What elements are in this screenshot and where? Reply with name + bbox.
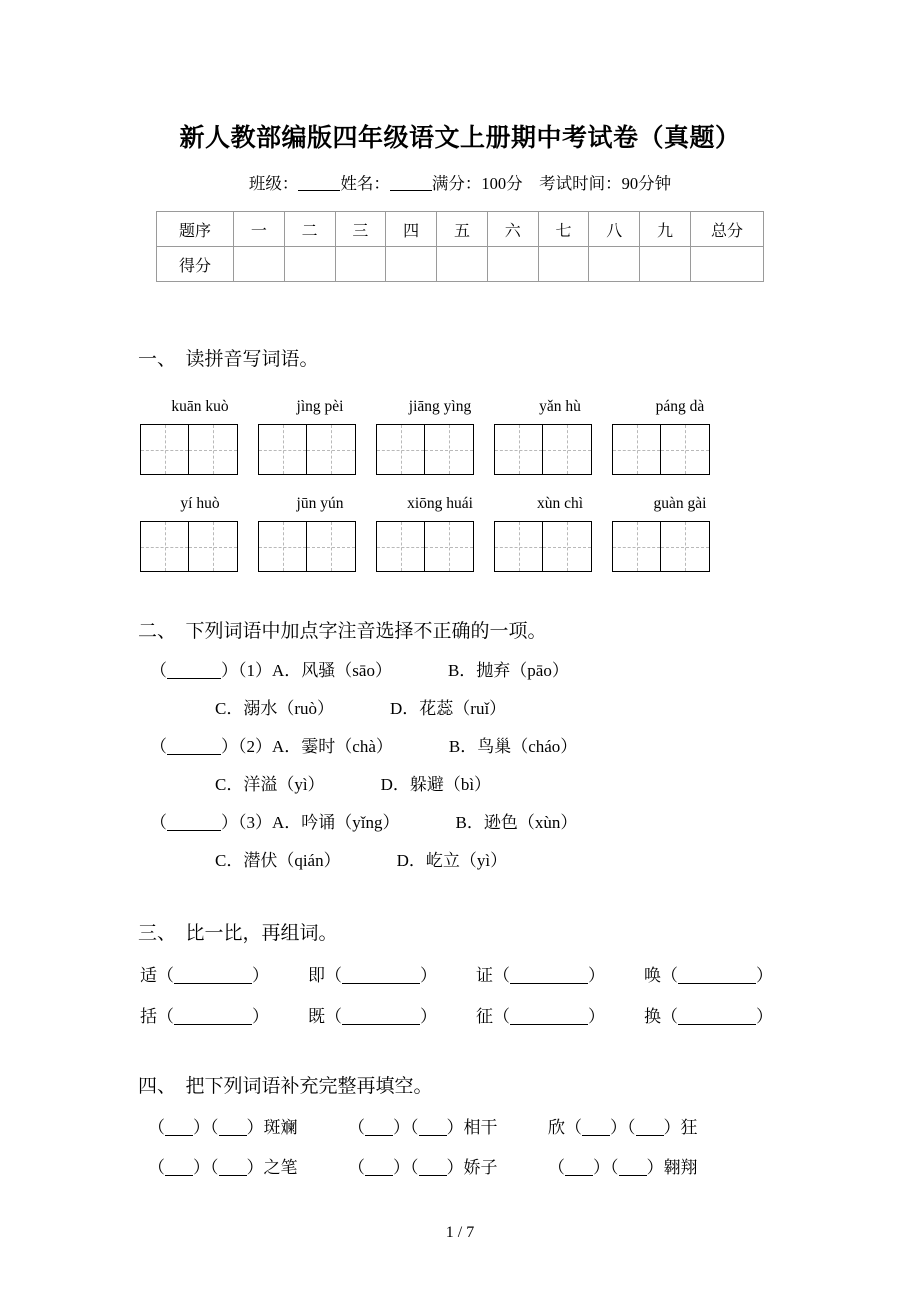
option-a[interactable]: A．霎时（chà） [272,737,393,756]
col-header-5: 五 [437,212,488,247]
mc-question-3-line-2 [0,833,920,871]
col-header-6: 六 [487,212,538,247]
score-cell-7[interactable] [538,247,589,282]
compose-blank[interactable] [342,1010,420,1025]
compose-word-item: 既（ ） [308,1007,437,1026]
question-index: （3） [238,813,272,832]
section-1 [0,282,920,572]
option-d[interactable]: D．躲避（bì） [380,775,492,794]
compose-blank[interactable] [510,969,588,984]
idiom-text: 娇子 [463,1158,498,1177]
option-c[interactable]: C．洋溢（yì） [215,775,325,794]
section-1-number: 一、 [138,349,177,370]
pinyin-row-1 [0,371,920,416]
writing-cell[interactable] [612,424,661,475]
score-cell-5[interactable] [437,247,488,282]
writing-cell[interactable] [258,521,307,572]
pinyin-label: yǎn hù [539,398,581,415]
pinyin-label: xùn chì [536,495,584,512]
exam-time-label: 考试时间：90分钟 [539,174,672,193]
compose-word-row-1 [0,945,920,986]
score-cell-1[interactable] [234,247,285,282]
pinyin-label: jìng pèi [296,398,344,415]
answer-blank[interactable] [167,739,221,755]
score-cell-8[interactable] [589,247,640,282]
section-3 [0,871,920,1027]
idiom-blank[interactable] [165,1161,193,1176]
name-blank[interactable] [390,175,432,191]
idiom-blank[interactable] [582,1121,610,1136]
section-4-heading [0,1071,920,1098]
page-number-footer: 1 / 7 [445,1224,475,1241]
compose-blank[interactable] [678,1010,756,1025]
idiom-item: 欣（ ）（ ）狂 [548,1118,698,1137]
idiom-item: （ ）（ ）相干 [348,1118,498,1137]
idiom-blank[interactable] [365,1161,393,1176]
writing-cell[interactable] [189,521,238,572]
col-header-3: 三 [335,212,386,247]
compose-blank[interactable] [174,1010,252,1025]
section-1-heading [0,344,920,371]
writing-cell[interactable] [494,521,543,572]
score-cell-9[interactable] [640,247,691,282]
section-2-title: 下列词语中加点字注音选择不正确的一项。 [185,621,547,642]
col-header-1: 一 [234,212,285,247]
character: 换 [644,1007,661,1026]
score-cell-total[interactable] [691,247,764,282]
writing-grid-group[interactable] [494,521,592,572]
writing-cell[interactable] [376,521,425,572]
compose-word-item: 证（ ） [476,966,605,985]
idiom-blank[interactable] [219,1121,247,1136]
writing-cell[interactable] [307,424,356,475]
answer-blank[interactable] [167,815,221,831]
writing-cell[interactable] [376,424,425,475]
mc-question-1-line-2 [0,681,920,719]
section-2 [0,572,920,871]
compose-word-item: 即（ ） [308,966,437,985]
writing-cell[interactable] [140,424,189,475]
full-score-label: 满分：100分 [431,174,523,193]
writing-grid-group[interactable] [612,424,710,475]
idiom-text: 斑斓 [263,1118,298,1137]
compose-word-row-2 [0,986,920,1027]
section-4-title: 把下列词语补充完整再填空。 [185,1076,433,1097]
writing-cell[interactable] [612,521,661,572]
writing-cell[interactable] [140,521,189,572]
class-blank[interactable] [298,175,340,191]
character: 即 [308,966,325,985]
idiom-text: 之笔 [263,1158,298,1177]
option-c[interactable]: C．潜伏（qián） [215,851,341,870]
pinyin-label: jiāng yìng [408,398,472,415]
col-header-2: 二 [284,212,335,247]
compose-word-item: 适（ ） [140,966,269,985]
idiom-text: 相干 [463,1118,498,1137]
idiom-text-pre: 欣 [548,1118,565,1137]
character: 征 [476,1007,493,1026]
option-c[interactable]: C．溺水（ruò） [215,699,334,718]
score-cell-4[interactable] [386,247,437,282]
idiom-blank[interactable] [619,1161,647,1176]
compose-blank[interactable] [342,969,420,984]
writing-cell[interactable] [307,521,356,572]
writing-cell[interactable] [543,521,592,572]
pinyin-row-2 [0,475,920,513]
option-d[interactable]: D．花蕊（ruǐ） [390,699,507,718]
section-3-number: 三、 [138,923,177,944]
section-4 [0,1027,920,1178]
writing-grid-row-1 [0,416,920,475]
writing-grid-group[interactable] [376,521,474,572]
writing-cell[interactable] [661,521,710,572]
writing-grid-group[interactable] [494,424,592,475]
writing-grid-group[interactable] [140,424,238,475]
writing-cell[interactable] [425,521,474,572]
col-header-8: 八 [589,212,640,247]
option-a[interactable]: A．吟诵（yǐng） [272,813,400,832]
pinyin-label: jūn yún [296,495,344,512]
character: 既 [308,1007,325,1026]
character: 括 [140,1007,157,1026]
class-label: 班级： [248,174,299,193]
writing-grid-group[interactable] [376,424,474,475]
compose-word-item: 唤（ ） [644,966,773,985]
compose-word-item: 换（ ） [644,1007,773,1026]
section-4-number: 四、 [138,1076,177,1097]
table-row-header [157,212,764,247]
character: 证 [476,966,493,985]
mc-question-2-line-2 [0,757,920,795]
page-title: 新人教部编版四年级语文上册期中考试卷（真题） [179,125,741,152]
compose-blank[interactable] [510,1010,588,1025]
score-table [156,211,764,282]
writing-cell[interactable] [258,424,307,475]
score-cell-6[interactable] [487,247,538,282]
writing-grid-group[interactable] [258,424,356,475]
section-3-heading [0,918,920,945]
idiom-item: （ ）（ ）翱翔 [548,1158,698,1177]
section-2-number: 二、 [138,621,177,642]
character: 适 [140,966,157,985]
idiom-item: （ ）（ ）之笔 [148,1158,298,1177]
question-index: （2） [238,737,272,756]
writing-cell[interactable] [494,424,543,475]
writing-cell[interactable] [661,424,710,475]
idiom-item: （ ）（ ）斑斓 [148,1118,298,1137]
idiom-blank[interactable] [365,1121,393,1136]
option-b[interactable]: B．鸟巢（cháo） [448,737,578,756]
row-label-score: 得分 [157,247,234,282]
mc-question-2-line-1: （ ）（2）A．霎时（chà） B．鸟巢（cháo） [150,737,578,756]
pinyin-label: xiōng huái [407,495,473,512]
idiom-item: （ ）（ ）娇子 [348,1158,498,1177]
idiom-blank[interactable] [165,1121,193,1136]
mc-question-3-line-1: （ ）（3）A．吟诵（yǐng） B．逊色（xùn） [150,813,578,832]
idiom-blank[interactable] [219,1161,247,1176]
section-2-heading [0,616,920,643]
section-3-title: 比一比，再组词。 [185,923,338,944]
row-label-question-order: 题序 [157,212,234,247]
col-header-total: 总分 [691,212,764,247]
option-a[interactable]: A．风骚（sāo） [272,661,392,680]
col-header-7: 七 [538,212,589,247]
pinyin-label: páng dà [655,398,705,415]
pinyin-label: kuān kuò [171,398,229,415]
writing-cell[interactable] [543,424,592,475]
idiom-row-1 [0,1098,920,1138]
writing-grid-group[interactable] [612,521,710,572]
idiom-blank[interactable] [419,1121,447,1136]
writing-cell[interactable] [189,424,238,475]
question-index: （1） [238,661,272,680]
option-d[interactable]: D．屹立（yì） [396,851,508,870]
compose-word-item: 括（ ） [140,1007,269,1026]
character: 唤 [644,966,661,985]
writing-grid-row-2 [0,513,920,572]
writing-grid-group[interactable] [258,521,356,572]
score-cell-2[interactable] [284,247,335,282]
compose-word-item: 征（ ） [476,1007,605,1026]
idiom-row-2 [0,1138,920,1178]
mc-question-1-line-1: （ ）（1）A．风骚（sāo） B．抛弃（pāo） [150,661,569,680]
compose-blank[interactable] [678,969,756,984]
compose-blank[interactable] [174,969,252,984]
option-b[interactable]: B．逊色（xùn） [455,813,578,832]
answer-blank[interactable] [167,663,221,679]
col-header-9: 九 [640,212,691,247]
idiom-blank[interactable] [419,1161,447,1176]
pinyin-label: guàn gài [653,495,707,512]
section-1-title: 读拼音写词语。 [185,349,319,370]
writing-grid-group[interactable] [140,521,238,572]
idiom-blank[interactable] [636,1121,664,1136]
option-b[interactable]: B．抛弃（pāo） [447,661,569,680]
score-cell-3[interactable] [335,247,386,282]
idiom-blank[interactable] [565,1161,593,1176]
col-header-4: 四 [386,212,437,247]
name-label: 姓名： [340,174,390,193]
idiom-text-post: 狂 [680,1118,698,1137]
table-row-score [157,247,764,282]
writing-cell[interactable] [425,424,474,475]
pinyin-label: yí huò [180,495,220,512]
idiom-text: 翱翔 [663,1158,698,1177]
exam-info-line [0,154,920,194]
score-table-wrap [0,194,920,282]
